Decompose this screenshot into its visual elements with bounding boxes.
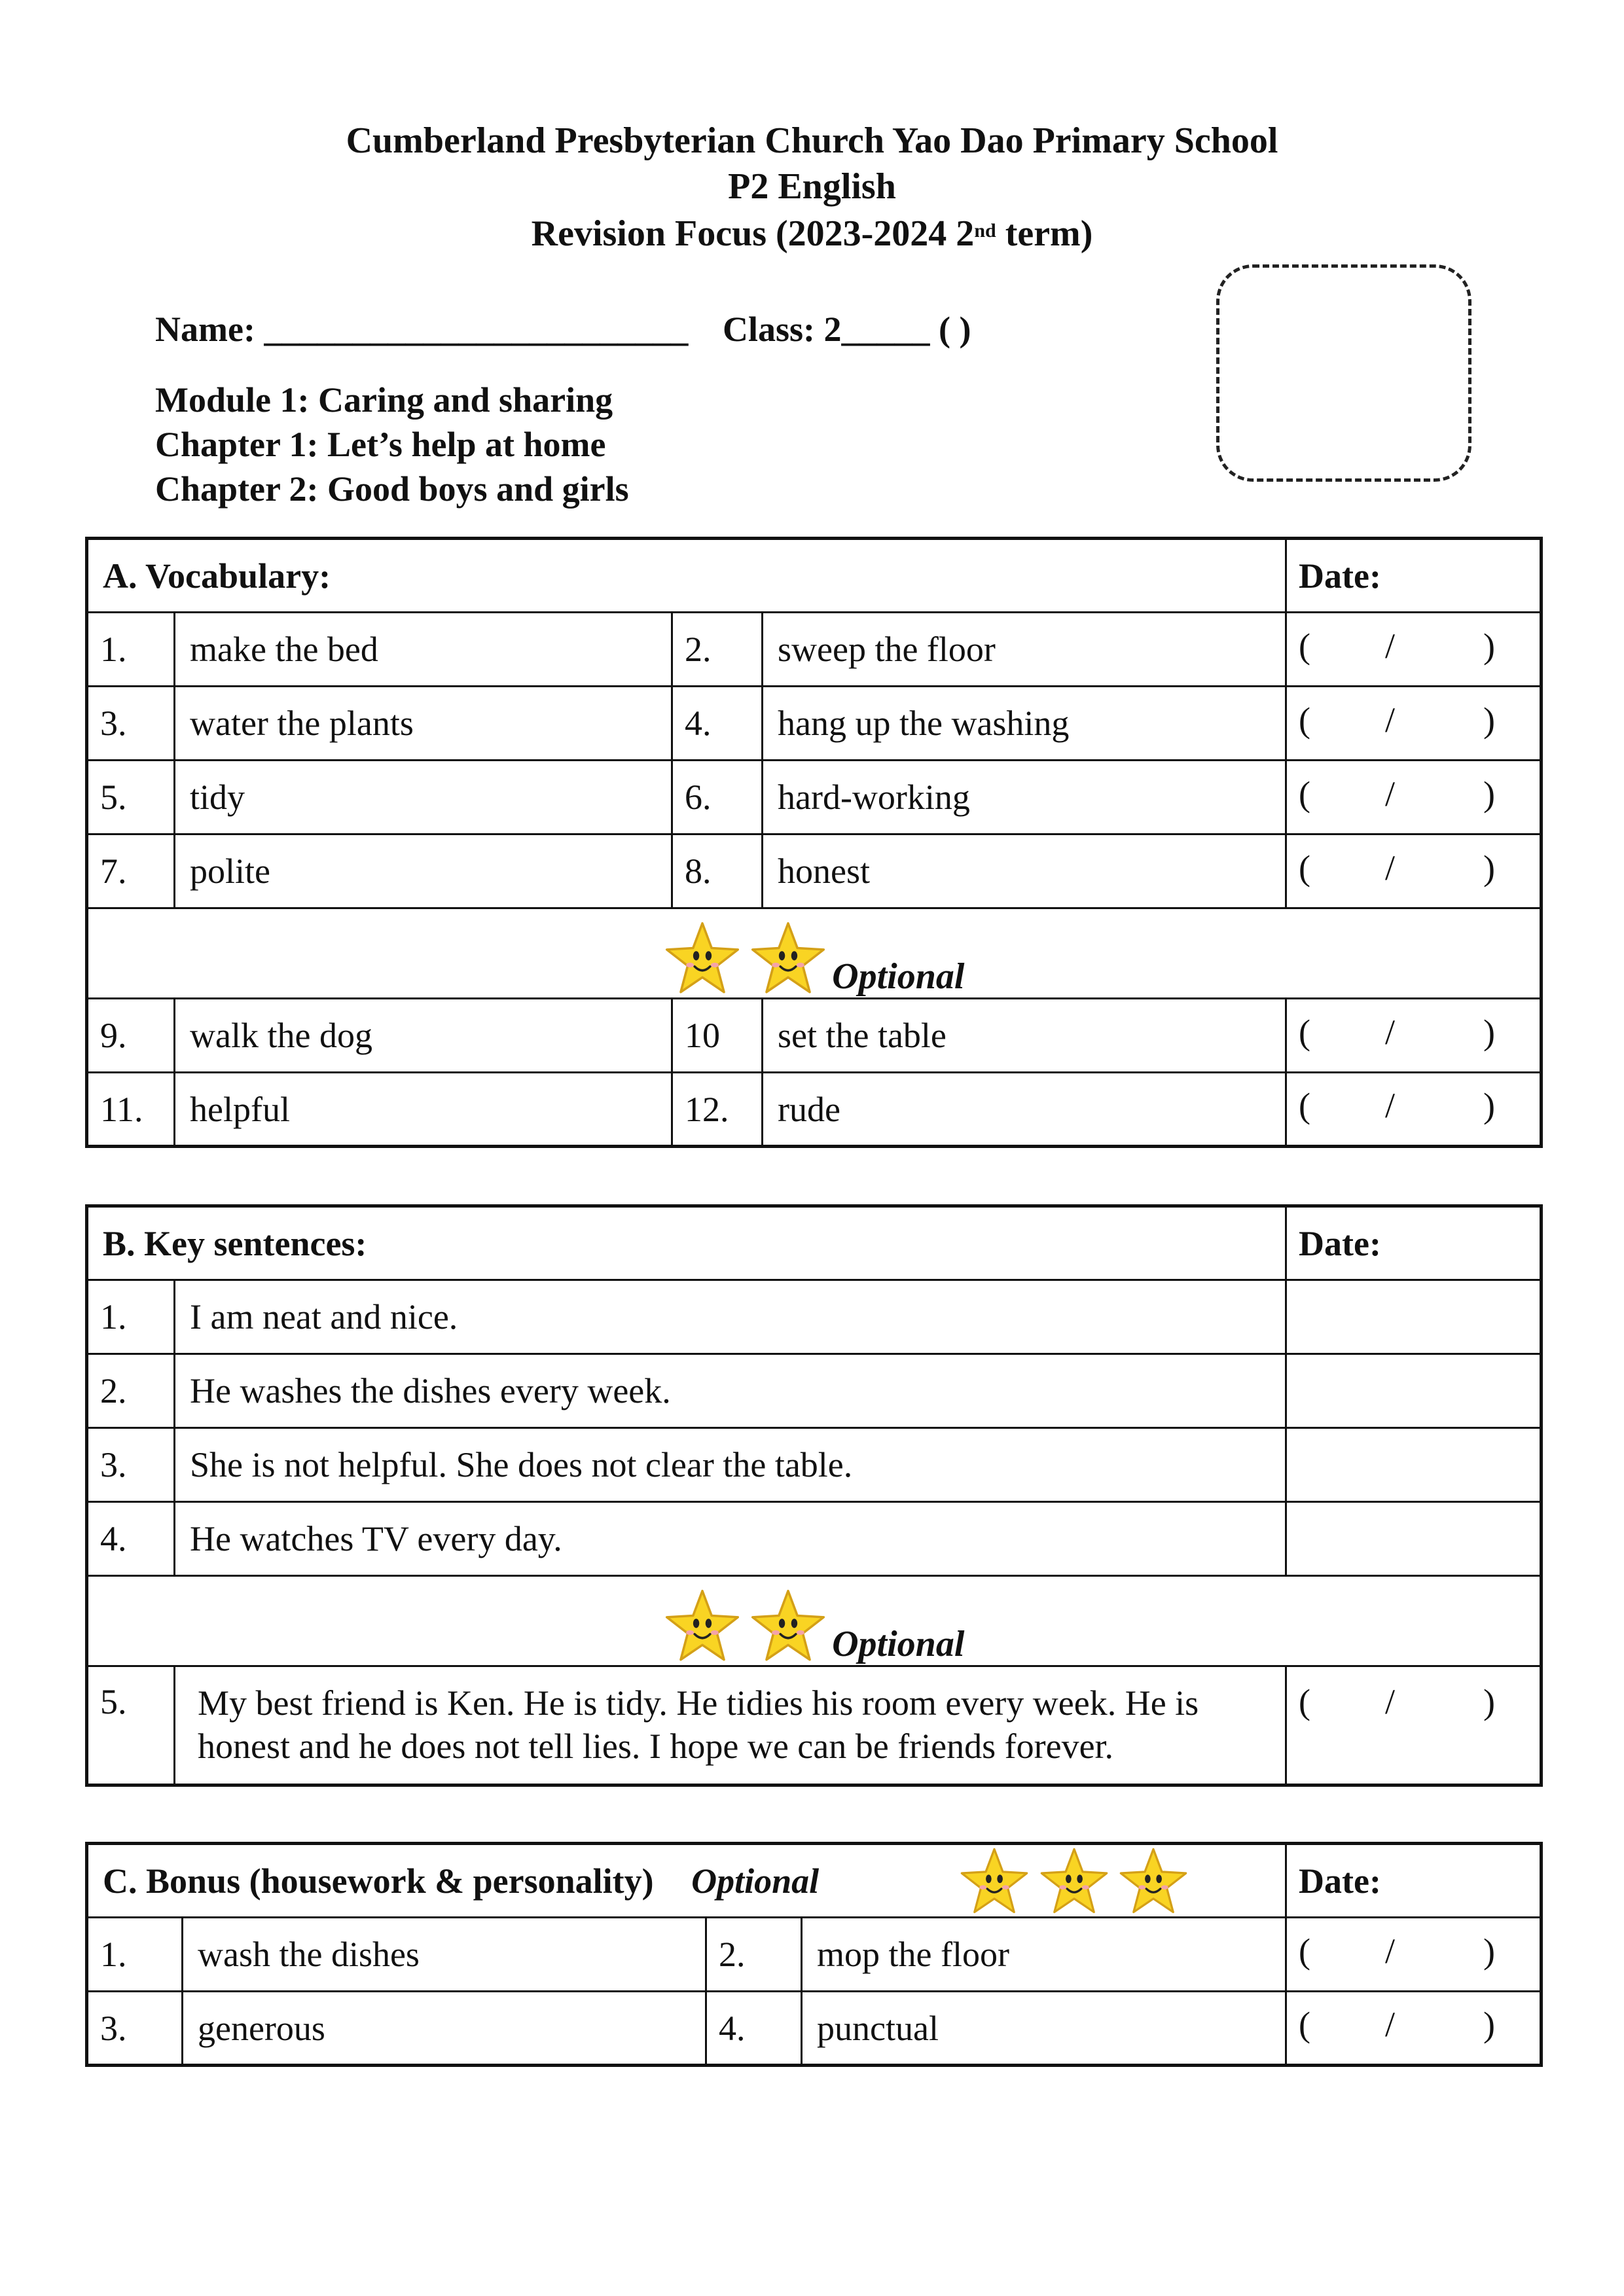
bonus-table bbox=[85, 1842, 1543, 2067]
item-number: 3. bbox=[87, 687, 175, 761]
item-number: 5. bbox=[87, 761, 175, 834]
bonus-header bbox=[87, 1844, 1286, 1918]
optional-divider bbox=[87, 908, 1542, 999]
vocab-word: set the table bbox=[763, 999, 1286, 1073]
paren-close: ) bbox=[1483, 1086, 1496, 1125]
date-slash: / bbox=[1385, 848, 1396, 888]
paren-open: ( bbox=[1299, 848, 1311, 888]
vocab-word: punctual bbox=[802, 1992, 1286, 2066]
vocab-word: mop the floor bbox=[802, 1918, 1286, 1992]
optional-divider bbox=[87, 1576, 1542, 1666]
focus-sup: nd bbox=[974, 220, 996, 242]
item-number: 1. bbox=[87, 1918, 183, 1992]
sticker-box bbox=[1216, 264, 1471, 482]
paren-open: ( bbox=[1299, 1931, 1310, 1971]
table-row bbox=[87, 1073, 1542, 1147]
table-row bbox=[87, 999, 1542, 1073]
chapter-2-title: Chapter 2: Good boys and girls bbox=[155, 469, 629, 509]
vocab-word: helpful bbox=[175, 1073, 672, 1147]
focus-suffix: term) bbox=[996, 213, 1093, 254]
key-paragraph: My best friend is Ken. He is tidy. He tidies his room every week. He is honest and he does not tell lies. I hope we can be friends forever. bbox=[175, 1666, 1286, 1785]
date-cell[interactable] bbox=[1286, 687, 1542, 761]
date-cell[interactable] bbox=[1286, 834, 1542, 908]
table-row bbox=[87, 834, 1542, 908]
vocab-word: honest bbox=[763, 834, 1286, 908]
smiling-star-icon bbox=[664, 1588, 741, 1665]
table-row bbox=[87, 761, 1542, 834]
paren-open: ( bbox=[1299, 700, 1311, 740]
item-number: 1. bbox=[87, 1280, 175, 1354]
vocab-word: sweep the floor bbox=[763, 613, 1286, 687]
item-number: 3. bbox=[87, 1428, 175, 1502]
paren-open: ( bbox=[1299, 774, 1311, 814]
paren-close: ) bbox=[1483, 700, 1496, 740]
class-field[interactable]: Class: 2_____ ( ) bbox=[723, 310, 971, 349]
vocab-word: generous bbox=[183, 1992, 706, 2066]
date-cell[interactable] bbox=[1286, 1992, 1542, 2066]
item-number: 4. bbox=[672, 687, 763, 761]
vocab-word: wash the dishes bbox=[183, 1918, 706, 1992]
module-title: Module 1: Caring and sharing bbox=[155, 380, 613, 420]
paren-open: ( bbox=[1299, 1682, 1310, 1721]
item-number: 2. bbox=[672, 613, 763, 687]
vocab-word: make the bed bbox=[175, 613, 672, 687]
table-row bbox=[87, 1280, 1542, 1354]
date-slash: / bbox=[1385, 774, 1396, 814]
smiling-star-icon bbox=[1118, 1846, 1189, 1917]
smiling-star-icon bbox=[664, 920, 741, 997]
item-number: 4. bbox=[87, 1502, 175, 1576]
name-field[interactable]: Name: ________________________ bbox=[155, 310, 689, 349]
paren-close: ) bbox=[1483, 2005, 1495, 2044]
table-row bbox=[87, 1992, 1542, 2066]
optional-label: Optional bbox=[691, 1861, 820, 1901]
date-slash: / bbox=[1385, 1012, 1396, 1052]
item-number: 5. bbox=[87, 1666, 175, 1785]
date-cell[interactable] bbox=[1286, 613, 1542, 687]
key-sentence: He watches TV every day. bbox=[175, 1502, 1286, 1576]
date-header: Date: bbox=[1286, 539, 1542, 613]
key-sentence: She is not helpful. She does not clear the table. bbox=[175, 1428, 1286, 1502]
paren-open: ( bbox=[1299, 626, 1311, 666]
chapter-1-title: Chapter 1: Let’s help at home bbox=[155, 425, 606, 464]
stars-group bbox=[959, 1846, 1189, 1917]
date-cell[interactable] bbox=[1286, 1666, 1542, 1785]
smiling-star-icon bbox=[749, 1588, 827, 1665]
date-header: Date: bbox=[1286, 1844, 1542, 1918]
table-row bbox=[87, 687, 1542, 761]
key-sentence: He washes the dishes every week. bbox=[175, 1354, 1286, 1428]
key-sentences-table bbox=[85, 1204, 1543, 1787]
optional-label: Optional bbox=[832, 956, 965, 997]
optional-label: Optional bbox=[832, 1624, 965, 1664]
item-number: 7. bbox=[87, 834, 175, 908]
smiling-star-icon bbox=[749, 920, 827, 997]
paren-close: ) bbox=[1483, 1931, 1495, 1971]
subject-title: P2 English bbox=[728, 166, 896, 207]
item-number: 8. bbox=[672, 834, 763, 908]
item-number: 3. bbox=[87, 1992, 183, 2066]
smiling-star-icon bbox=[959, 1846, 1030, 1917]
school-name: Cumberland Presbyterian Church Yao Dao Primary School bbox=[346, 120, 1278, 161]
paren-close: ) bbox=[1483, 774, 1496, 814]
paren-open: ( bbox=[1299, 1012, 1311, 1052]
table-row bbox=[87, 1666, 1542, 1785]
date-cell[interactable] bbox=[1286, 999, 1542, 1073]
table-row bbox=[87, 1428, 1542, 1502]
item-number: 9. bbox=[87, 999, 175, 1073]
paren-close: ) bbox=[1483, 1682, 1495, 1721]
paren-open: ( bbox=[1299, 1086, 1311, 1125]
table-row bbox=[87, 1502, 1542, 1576]
key-sentences-title: B. Key sentences: bbox=[87, 1206, 1286, 1280]
key-sentence: I am neat and nice. bbox=[175, 1280, 1286, 1354]
vocab-word: water the plants bbox=[175, 687, 672, 761]
vocab-word: hang up the washing bbox=[763, 687, 1286, 761]
date-slash: / bbox=[1385, 1682, 1396, 1721]
date-cell[interactable] bbox=[1286, 761, 1542, 834]
vocabulary-table bbox=[85, 537, 1543, 1148]
paren-close: ) bbox=[1483, 1012, 1496, 1052]
date-cell[interactable] bbox=[1286, 1280, 1542, 1354]
date-cell[interactable] bbox=[1286, 1428, 1542, 1502]
table-row bbox=[87, 1354, 1542, 1428]
date-cell[interactable] bbox=[1286, 1918, 1542, 1992]
stars-group bbox=[664, 1588, 827, 1665]
date-slash: / bbox=[1385, 1086, 1396, 1125]
vocab-word: tidy bbox=[175, 761, 672, 834]
item-number: 6. bbox=[672, 761, 763, 834]
vocab-word: hard-working bbox=[763, 761, 1286, 834]
date-cell[interactable] bbox=[1286, 1354, 1542, 1428]
date-slash: / bbox=[1385, 2005, 1396, 2044]
bonus-title: C. Bonus (housework & personality) bbox=[103, 1861, 654, 1901]
date-header: Date: bbox=[1286, 1206, 1542, 1280]
vocab-word: rude bbox=[763, 1073, 1286, 1147]
table-row bbox=[87, 1918, 1542, 1992]
item-number: 11. bbox=[87, 1073, 175, 1147]
item-number: 12. bbox=[672, 1073, 763, 1147]
paren-close: ) bbox=[1483, 848, 1496, 888]
smiling-star-icon bbox=[1039, 1846, 1110, 1917]
paren-close: ) bbox=[1483, 626, 1496, 666]
item-number: 1. bbox=[87, 613, 175, 687]
revision-focus-title bbox=[0, 211, 1624, 257]
date-cell[interactable] bbox=[1286, 1073, 1542, 1147]
item-number: 2. bbox=[706, 1918, 802, 1992]
date-slash: / bbox=[1385, 1931, 1396, 1971]
item-number: 2. bbox=[87, 1354, 175, 1428]
vocab-word: walk the dog bbox=[175, 999, 672, 1073]
date-cell[interactable] bbox=[1286, 1502, 1542, 1576]
focus-prefix: Revision Focus (2023-2024 2 bbox=[531, 213, 975, 254]
item-number: 4. bbox=[706, 1992, 802, 2066]
vocabulary-title: A. Vocabulary: bbox=[87, 539, 1286, 613]
item-number: 10 bbox=[672, 999, 763, 1073]
stars-group bbox=[664, 920, 827, 997]
table-row bbox=[87, 613, 1542, 687]
paren-open: ( bbox=[1299, 2005, 1310, 2044]
vocab-word: polite bbox=[175, 834, 672, 908]
date-slash: / bbox=[1385, 700, 1396, 740]
date-slash: / bbox=[1385, 626, 1396, 666]
